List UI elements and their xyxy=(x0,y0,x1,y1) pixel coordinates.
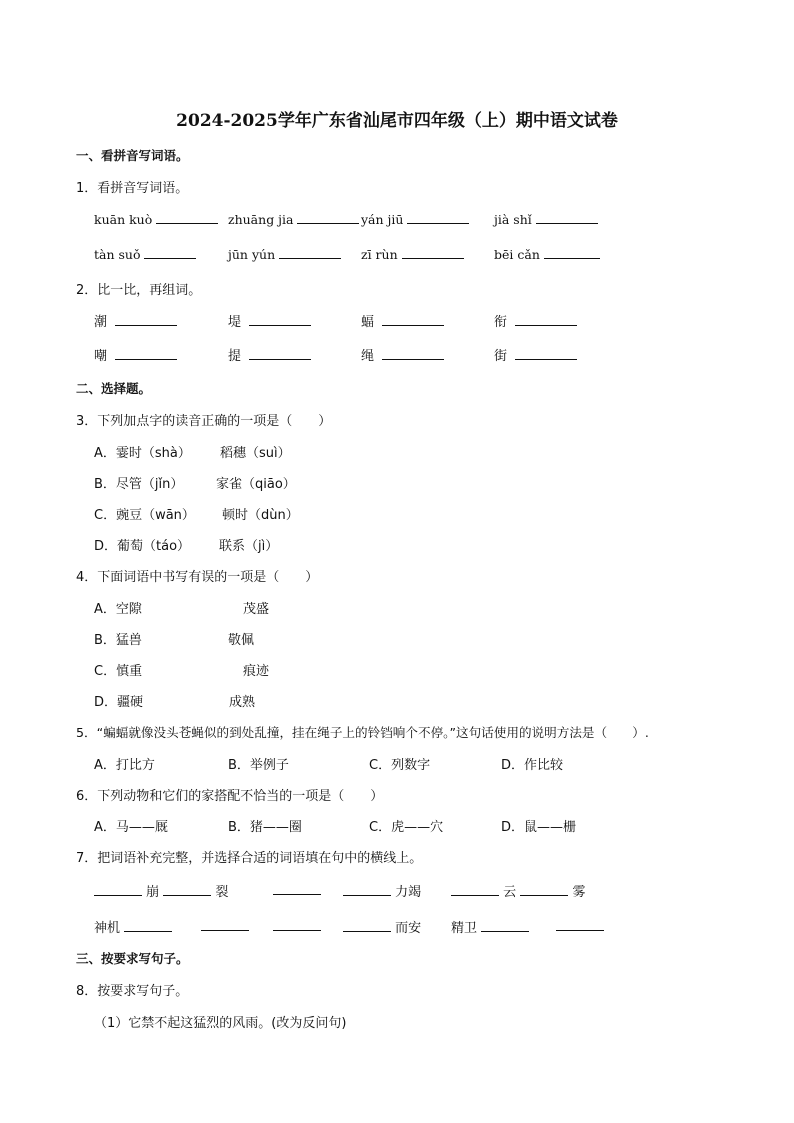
char-item: 蝠 xyxy=(361,311,444,330)
char-item: 街 xyxy=(494,345,577,364)
idiom-fill-item: 神机 xyxy=(94,917,172,936)
question-6-stem: 6．下列动物和它们的家搭配不恰当的一项是（ ） xyxy=(76,789,384,804)
q3-option-d: D．葡萄（táo） xyxy=(94,539,191,554)
q4-option-a-word2: 茂盛 xyxy=(243,602,270,617)
pinyin-item: yán jiū xyxy=(361,210,469,227)
question-1-stem: 1．看拼音写词语。 xyxy=(76,181,189,196)
pinyin-item: zī rùn xyxy=(361,245,464,262)
q5-option-d: D．作比较 xyxy=(501,758,564,773)
q3-option-c: C．豌豆（wān） xyxy=(94,508,195,523)
q6-option-a: A．马——厩 xyxy=(94,820,168,835)
idiom-fill-item: 精卫 xyxy=(451,917,529,936)
q6-option-d: D．鼠——栅 xyxy=(501,820,577,835)
char-item: 绳 xyxy=(361,345,444,364)
q5-option-c: C．列数字 xyxy=(369,758,431,773)
char-item: 嘲 xyxy=(94,345,177,364)
pinyin-item: jūn yún xyxy=(228,245,341,262)
question-8-stem: 8．按要求写句子。 xyxy=(76,984,189,999)
idiom-fill-item: 而安 xyxy=(343,917,421,936)
pinyin-item: bēi cǎn xyxy=(494,245,600,262)
q3-option-b-word2: 家雀（qiāo） xyxy=(216,477,296,492)
question-5-stem: 5．“蝙蝠就像没头苍蝇似的到处乱撞，挂在绳子上的铃铛响个不停。”这句话使用的说明方法是（ ）. xyxy=(76,725,649,740)
q4-option-c: C．慎重 xyxy=(94,664,143,679)
pinyin-item: zhuāng jia xyxy=(228,210,359,227)
q6-option-c: C．虎——穴 xyxy=(369,820,444,835)
pinyin-item: kuān kuò xyxy=(94,210,218,227)
question-4-stem: 4．下面词语中书写有误的一项是（ ） xyxy=(76,570,319,585)
char-item: 堤 xyxy=(228,311,311,330)
q4-option-d-word2: 成熟 xyxy=(229,695,256,710)
question-7-stem: 7．把词语补充完整，并选择合适的词语填在句中的横线上。 xyxy=(76,851,423,866)
q3-option-c-word2: 顿时（dùn） xyxy=(222,508,299,523)
question-2-stem: 2．比一比，再组词。 xyxy=(76,283,202,298)
q4-option-c-word2: 痕迹 xyxy=(243,664,270,679)
q4-option-b: B．猛兽 xyxy=(94,633,142,648)
idiom-fill-item: 云 雾 xyxy=(451,881,585,900)
pinyin-item: jià shǐ xyxy=(494,210,598,227)
idiom-fill-item: 力竭 xyxy=(343,881,421,900)
idiom-blank xyxy=(201,917,249,935)
q4-option-b-word2: 敬佩 xyxy=(228,633,255,648)
idiom-fill-row-1: 崩 裂 xyxy=(94,881,228,900)
q3-option-b: B．尽管（jǐn） xyxy=(94,477,184,492)
q6-option-b: B．猪——圈 xyxy=(228,820,302,835)
page-title: 2024-2025学年广东省汕尾市四年级（上）期中语文试卷 xyxy=(176,111,618,131)
char-item: 潮 xyxy=(94,311,177,330)
question-8-sub-1: （1）它禁不起这猛烈的风雨。(改为反问句) xyxy=(94,1016,347,1031)
q5-option-b: B．举例子 xyxy=(228,758,289,773)
q5-option-a: A．打比方 xyxy=(94,758,155,773)
char-item: 提 xyxy=(228,345,311,364)
pinyin-item: tàn suǒ xyxy=(94,245,196,262)
question-3-stem: 3．下列加点字的读音正确的一项是（ ） xyxy=(76,414,332,429)
idiom-blank xyxy=(273,917,321,935)
q3-option-a: A．霎时（shà） xyxy=(94,446,191,461)
q4-option-a: A．空隙 xyxy=(94,602,142,617)
char-item: 衔 xyxy=(494,311,577,330)
section-heading-1: 一、看拼音写词语。 xyxy=(76,148,189,163)
idiom-blank xyxy=(273,881,321,899)
q3-option-d-word2: 联系（jì） xyxy=(219,539,279,554)
section-heading-2: 二、选择题。 xyxy=(76,381,152,396)
q4-option-d: D．疆硬 xyxy=(94,695,144,710)
section-heading-3: 三、按要求写句子。 xyxy=(76,951,189,966)
idiom-blank xyxy=(556,917,604,935)
q3-option-a-word2: 稻穗（suì） xyxy=(220,446,291,461)
